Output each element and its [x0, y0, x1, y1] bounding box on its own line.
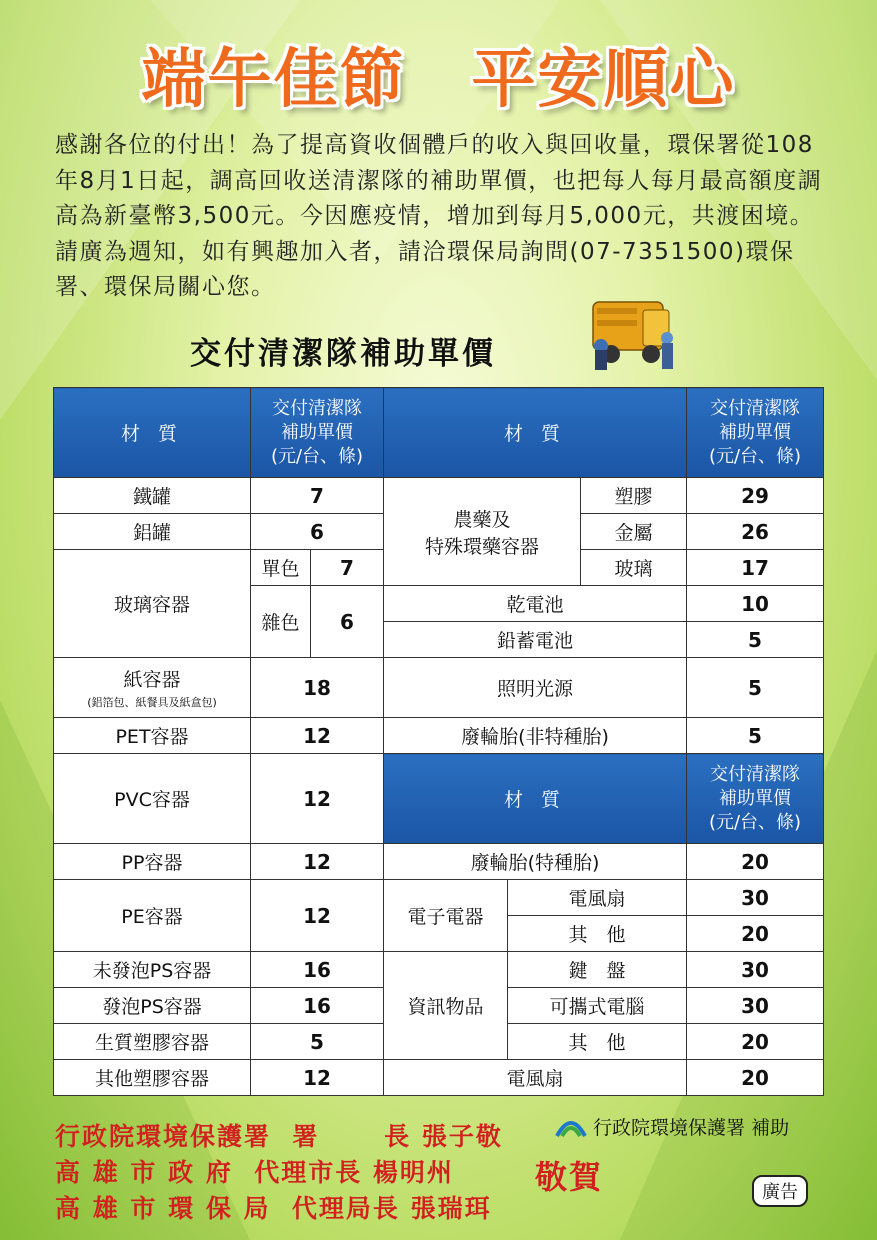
price-bio-plastic: 5 — [251, 1024, 384, 1060]
header-price-right-2: 交付清潔隊 補助單價 (元/台、條) — [687, 754, 824, 844]
price-pp: 12 — [251, 844, 384, 880]
material-info: 資訊物品 — [384, 952, 508, 1060]
material-dry-battery: 乾電池 — [384, 586, 687, 622]
subsidy-tag: 補助 — [751, 1117, 790, 1139]
material-ps-nonfoam: 未發泡PS容器 — [54, 952, 251, 988]
price-pesticide-metal: 26 — [687, 514, 824, 550]
material-paper: 紙容器 (鋁箔包、紙餐具及紙盒包) — [54, 658, 251, 718]
price-glass-mixed: 6 — [311, 586, 384, 658]
footer-line-bureau: 高 雄 市 環 保 局 代理局長 張瑞珥 — [55, 1194, 492, 1223]
price-iron-can: 7 — [251, 478, 384, 514]
price-ps-nonfoam: 16 — [251, 952, 384, 988]
material-electric-fan: 電風扇 — [508, 880, 687, 916]
material-pvc: PVC容器 — [54, 754, 251, 844]
header-material-right: 材 質 — [384, 388, 687, 478]
header-price-left: 交付清潔隊 補助單價 (元/台、條) — [251, 388, 384, 478]
gov-name: 行政院環境保護署 — [593, 1117, 746, 1139]
price-pesticide-glass: 17 — [687, 550, 824, 586]
material-pesticide-plastic: 塑膠 — [581, 478, 687, 514]
material-pesticide-metal: 金屬 — [581, 514, 687, 550]
price-dry-battery: 10 — [687, 586, 824, 622]
price-lighting: 5 — [687, 658, 824, 718]
price-ps-foam: 16 — [251, 988, 384, 1024]
material-pet: PET容器 — [54, 718, 251, 754]
price-info-other: 20 — [687, 1024, 824, 1060]
material-lead-battery: 鉛蓄電池 — [384, 622, 687, 658]
price-pet: 12 — [251, 718, 384, 754]
material-pp: PP容器 — [54, 844, 251, 880]
material-keyboard: 鍵 盤 — [508, 952, 687, 988]
material-pesticide-glass: 玻璃 — [581, 550, 687, 586]
price-keyboard: 30 — [687, 952, 824, 988]
price-paper: 18 — [251, 658, 384, 718]
material-lighting: 照明光源 — [384, 658, 687, 718]
material-bio-plastic: 生質塑膠容器 — [54, 1024, 251, 1060]
epa-logo-icon — [555, 1114, 587, 1140]
footer-line-epa: 行政院環境保護署 署 長 張子敬 — [55, 1122, 503, 1151]
material-glass-mixed: 雜色 — [251, 586, 311, 658]
garbage-truck-illustration — [583, 290, 678, 375]
intro-paragraph: 感謝各位的付出！為了提高資收個體戶的收入與回收量，環保署從108年8月1日起，調高回收送清潔隊的補助單價，也把每人每月最高額度調高為新臺幣3,500元。今因應疫情，增加到每月5,000元，共渡困境。請廣為週知，如有興趣加入者，請洽環保局詢問(07-7351500)環保署、環保局關心您。 — [55, 132, 823, 300]
material-laptop: 可攜式電腦 — [508, 988, 687, 1024]
material-tire-special: 廢輪胎(特種胎) — [384, 844, 687, 880]
price-pvc: 12 — [251, 754, 384, 844]
price-tire-normal: 5 — [687, 718, 824, 754]
header-material-left: 材 質 — [54, 388, 251, 478]
material-ps-foam: 發泡PS容器 — [54, 988, 251, 1024]
material-glass: 玻璃容器 — [54, 550, 251, 658]
material-pesticide: 農藥及 特殊環藥容器 — [384, 478, 581, 586]
price-alu-can: 6 — [251, 514, 384, 550]
ad-badge: 廣告 — [752, 1175, 808, 1207]
price-tire-special: 20 — [687, 844, 824, 880]
footer-line-city: 高 雄 市 政 府 代理市長 楊明州 — [55, 1158, 454, 1187]
header-price-right: 交付清潔隊 補助單價 (元/台、條) — [687, 388, 824, 478]
price-pesticide-plastic: 29 — [687, 478, 824, 514]
material-electronics: 電子電器 — [384, 880, 508, 952]
material-tire-normal: 廢輪胎(非特種胎) — [384, 718, 687, 754]
price-pe: 12 — [251, 880, 384, 952]
header-material-right-2: 材 質 — [384, 754, 687, 844]
material-electric-fan-2: 電風扇 — [384, 1060, 687, 1096]
price-electric-fan: 30 — [687, 880, 824, 916]
price-glass-single: 7 — [311, 550, 384, 586]
price-laptop: 30 — [687, 988, 824, 1024]
page-title: 端午佳節 平安順心 — [141, 43, 736, 117]
price-lead-battery: 5 — [687, 622, 824, 658]
price-electric-fan-2: 20 — [687, 1060, 824, 1096]
material-iron-can: 鐵罐 — [54, 478, 251, 514]
price-electronics-other: 20 — [687, 916, 824, 952]
material-alu-can: 鋁罐 — [54, 514, 251, 550]
price-other-plastic: 12 — [251, 1060, 384, 1096]
gov-subsidy-credit — [555, 1113, 789, 1140]
material-other-plastic: 其他塑膠容器 — [54, 1060, 251, 1096]
material-electronics-other: 其 他 — [508, 916, 687, 952]
material-glass-single: 單色 — [251, 550, 311, 586]
greeting-stamp: 敬賀 — [535, 1158, 604, 1196]
subsidy-table — [53, 387, 824, 1096]
material-pe: PE容器 — [54, 880, 251, 952]
table-title: 交付清潔隊補助單價 — [190, 336, 496, 372]
material-info-other: 其 他 — [508, 1024, 687, 1060]
